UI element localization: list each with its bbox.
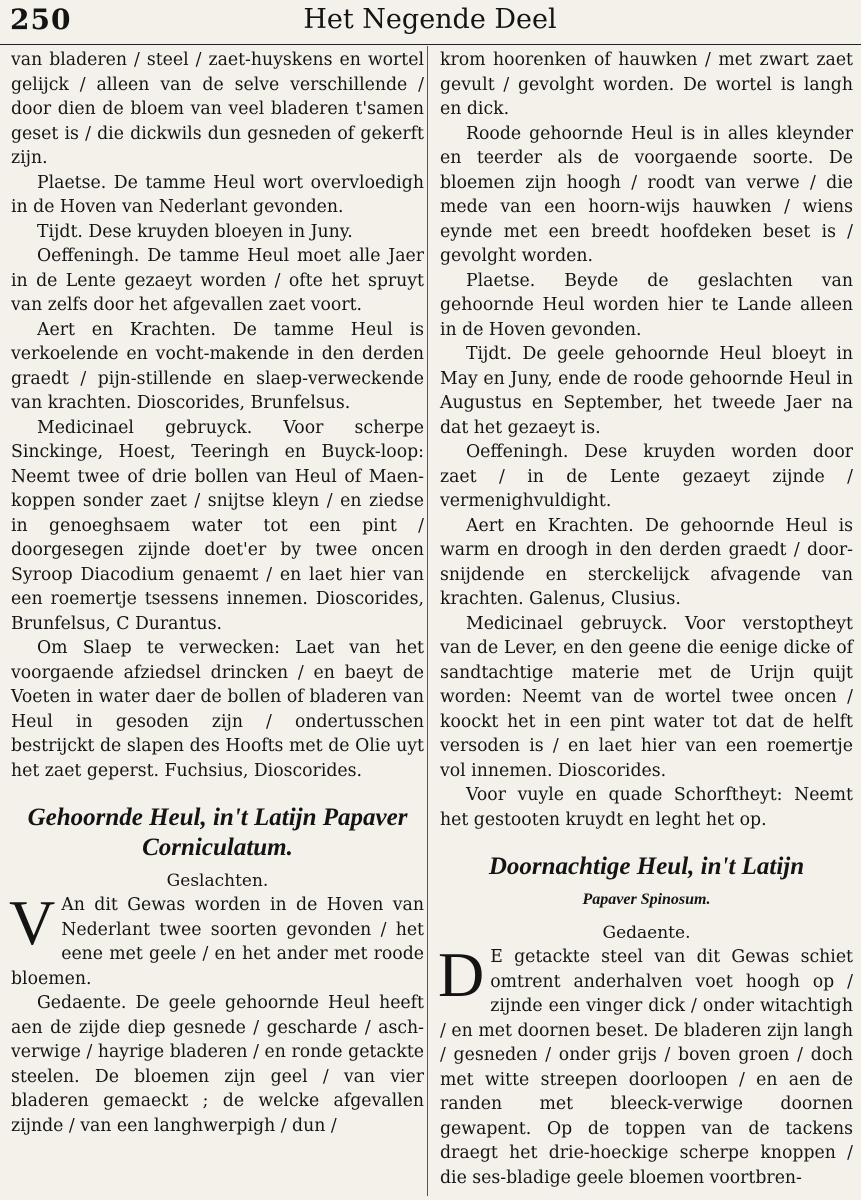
paragraph: Roode gehoornde Heul is in alles kleynder en teerder als de voorgaende soorte. De bloemen zijn hoogh / roodt van verwe / die mede van een hoorn-wijs hauwken / wiens eynde met een breedt hoofdeken beset is / gevolght worden. [440, 123, 853, 266]
section-title-latin: Papaver Spinosum. [582, 891, 711, 908]
column-divider [427, 46, 428, 1196]
paragraph: Voor vuyle en quade Schorftheyt: Neemt het gestooten kruydt en leght het op. [440, 785, 853, 830]
left-column [11, 48, 424, 1138]
section-title-main: Doornachtige Heul, in't Latijn [488, 853, 805, 880]
drop-cap: V [9, 887, 56, 958]
section-subheading: Gedaente. [602, 923, 691, 943]
paragraph: krom hoorenken of hauwken / met zwart zaet gevult / gevolght worden. De wortel is langh en dick. [440, 50, 853, 119]
section-title [440, 852, 853, 915]
section-subheading: Geslachten. [166, 871, 269, 891]
paragraph: An dit Gewas worden in de Hoven van Nederlant twee soorten gevonden / het eene met geele / en het ander met roode bloemen. [11, 895, 424, 989]
paragraph: Medicinael gebruyck. Voor verstoptheyt van de Lever, en den geene die eenige dicke of sandtachtige materie met de Urijn quijt worden: Neemt van de wortel twee oncen / koockt het in een pint water tot dat de helft versoden is / en laet hier van een roemertje vol innemen. Dioscorides. [440, 613, 853, 781]
right-column [440, 48, 853, 1190]
paragraph: Tijdt. Dese kruyden bloeyen in Juny. [37, 221, 353, 242]
paragraph: Gedaente. De geele gehoornde Heul heeft aen de zijde diep gesnede / gescharde / asch-verwige / hayrige bladeren / en ronde getackte steelen. De bloemen zijn geel / van vier bladeren gemaeckt ; de welcke afgevallen zijnde / van een langhwerpigh / dun / [11, 993, 424, 1136]
paragraph: Plaetse. Beyde de geslachten van gehoornde Heul worden hier te Lande alleen in de Hoven gevonden. [440, 270, 853, 340]
drop-cap: D [438, 939, 485, 1010]
page-number: 250 [10, 3, 72, 36]
paragraph: Om Slaep te verwecken: Laet van het voorgaende afziedsel drincken / en baeyt de Voeten in water daer de bollen of bladeren van Heul in gesoden zijn / ondertusschen bestrijckt de slapen des Hoofts met de Olie uyt het zaet geperst. Fuchsius, Dioscorides. [11, 638, 424, 781]
paragraph: Oeffeningh. De tamme Heul moet alle Jaer in de Lente gezaeyt worden / ofte het spruyt van zelfs door het afgevallen zaet voort. [11, 246, 424, 315]
paragraph: van bladeren / steel / zaet-huyskens en wortel gelijck / alleen van de selve verschillende / door dien de bloem van veel bladeren t'samen geset is / die dickwils dun gesneden of gekerft zijn. [11, 50, 424, 168]
page-header [0, 0, 861, 45]
paragraph: Oeffeningh. Dese kruyden worden door zaet / in de Lente gezaeyt zijnde / vermenighvuldight. [440, 442, 853, 511]
paragraph: Aert en Krachten. De tamme Heul is verkoelende en vocht-makende in den derden graedt / pijn-stillende en slaep-verweckende van krachten. Dioscorides, Brunfelsus. [11, 319, 424, 413]
section-title: Gehoornde Heul, in't Latijn Papaver Corniculatum. [27, 804, 408, 861]
paragraph: Plaetse. De tamme Heul wort overvloedigh in de Hoven van Nederlant gevonden. [11, 172, 424, 217]
paragraph: Tijdt. De geele gehoornde Heul bloeyt in May en Juny, ende de roode gehoornde Heul in Augustus en September, het tweede Jaer na dat het gezaeyt is. [440, 344, 853, 438]
paragraph: Medicinael gebruyck. Voor scherpe Sinckinge, Hoest, Teeringh en Buyck-loop: Neemt twee of drie bollen van Heul of Maen-koppen sonder zaet / snijtse kleyn / en ziedse in genoeghsaem water tot een pint / doorgesegen zijnde doet'er by twee oncen Syroop Diacodium genaemt / en laet hier van een roemertje tsessens innemen. Dioscorides, Brunfelsus, C Durantus. [11, 417, 424, 634]
paragraph: E getackte steel van dit Gewas schiet omtrent anderhalven voet hoogh op / zijnde een vinger dick / onder witachtigh / en met doornen beset. De bladeren zijn langh / gesneden / onder grijs / boven groen / doch met witte streepen doorloopen / en aen de randen met bleeck-verwige doornen gewapent. Op de toppen van de tackens draegt het drie-hoeckige scherpe knoppen / die ses-bladige geele bloemen voortbren- [440, 947, 853, 1188]
paragraph: Aert en Krachten. De gehoornde Heul is warm en droogh in den derden graedt / door-snijdende en sterckelijck afvagende van krachten. Galenus, Clusius. [440, 515, 853, 609]
running-title: Het Negende Deel [303, 4, 557, 35]
